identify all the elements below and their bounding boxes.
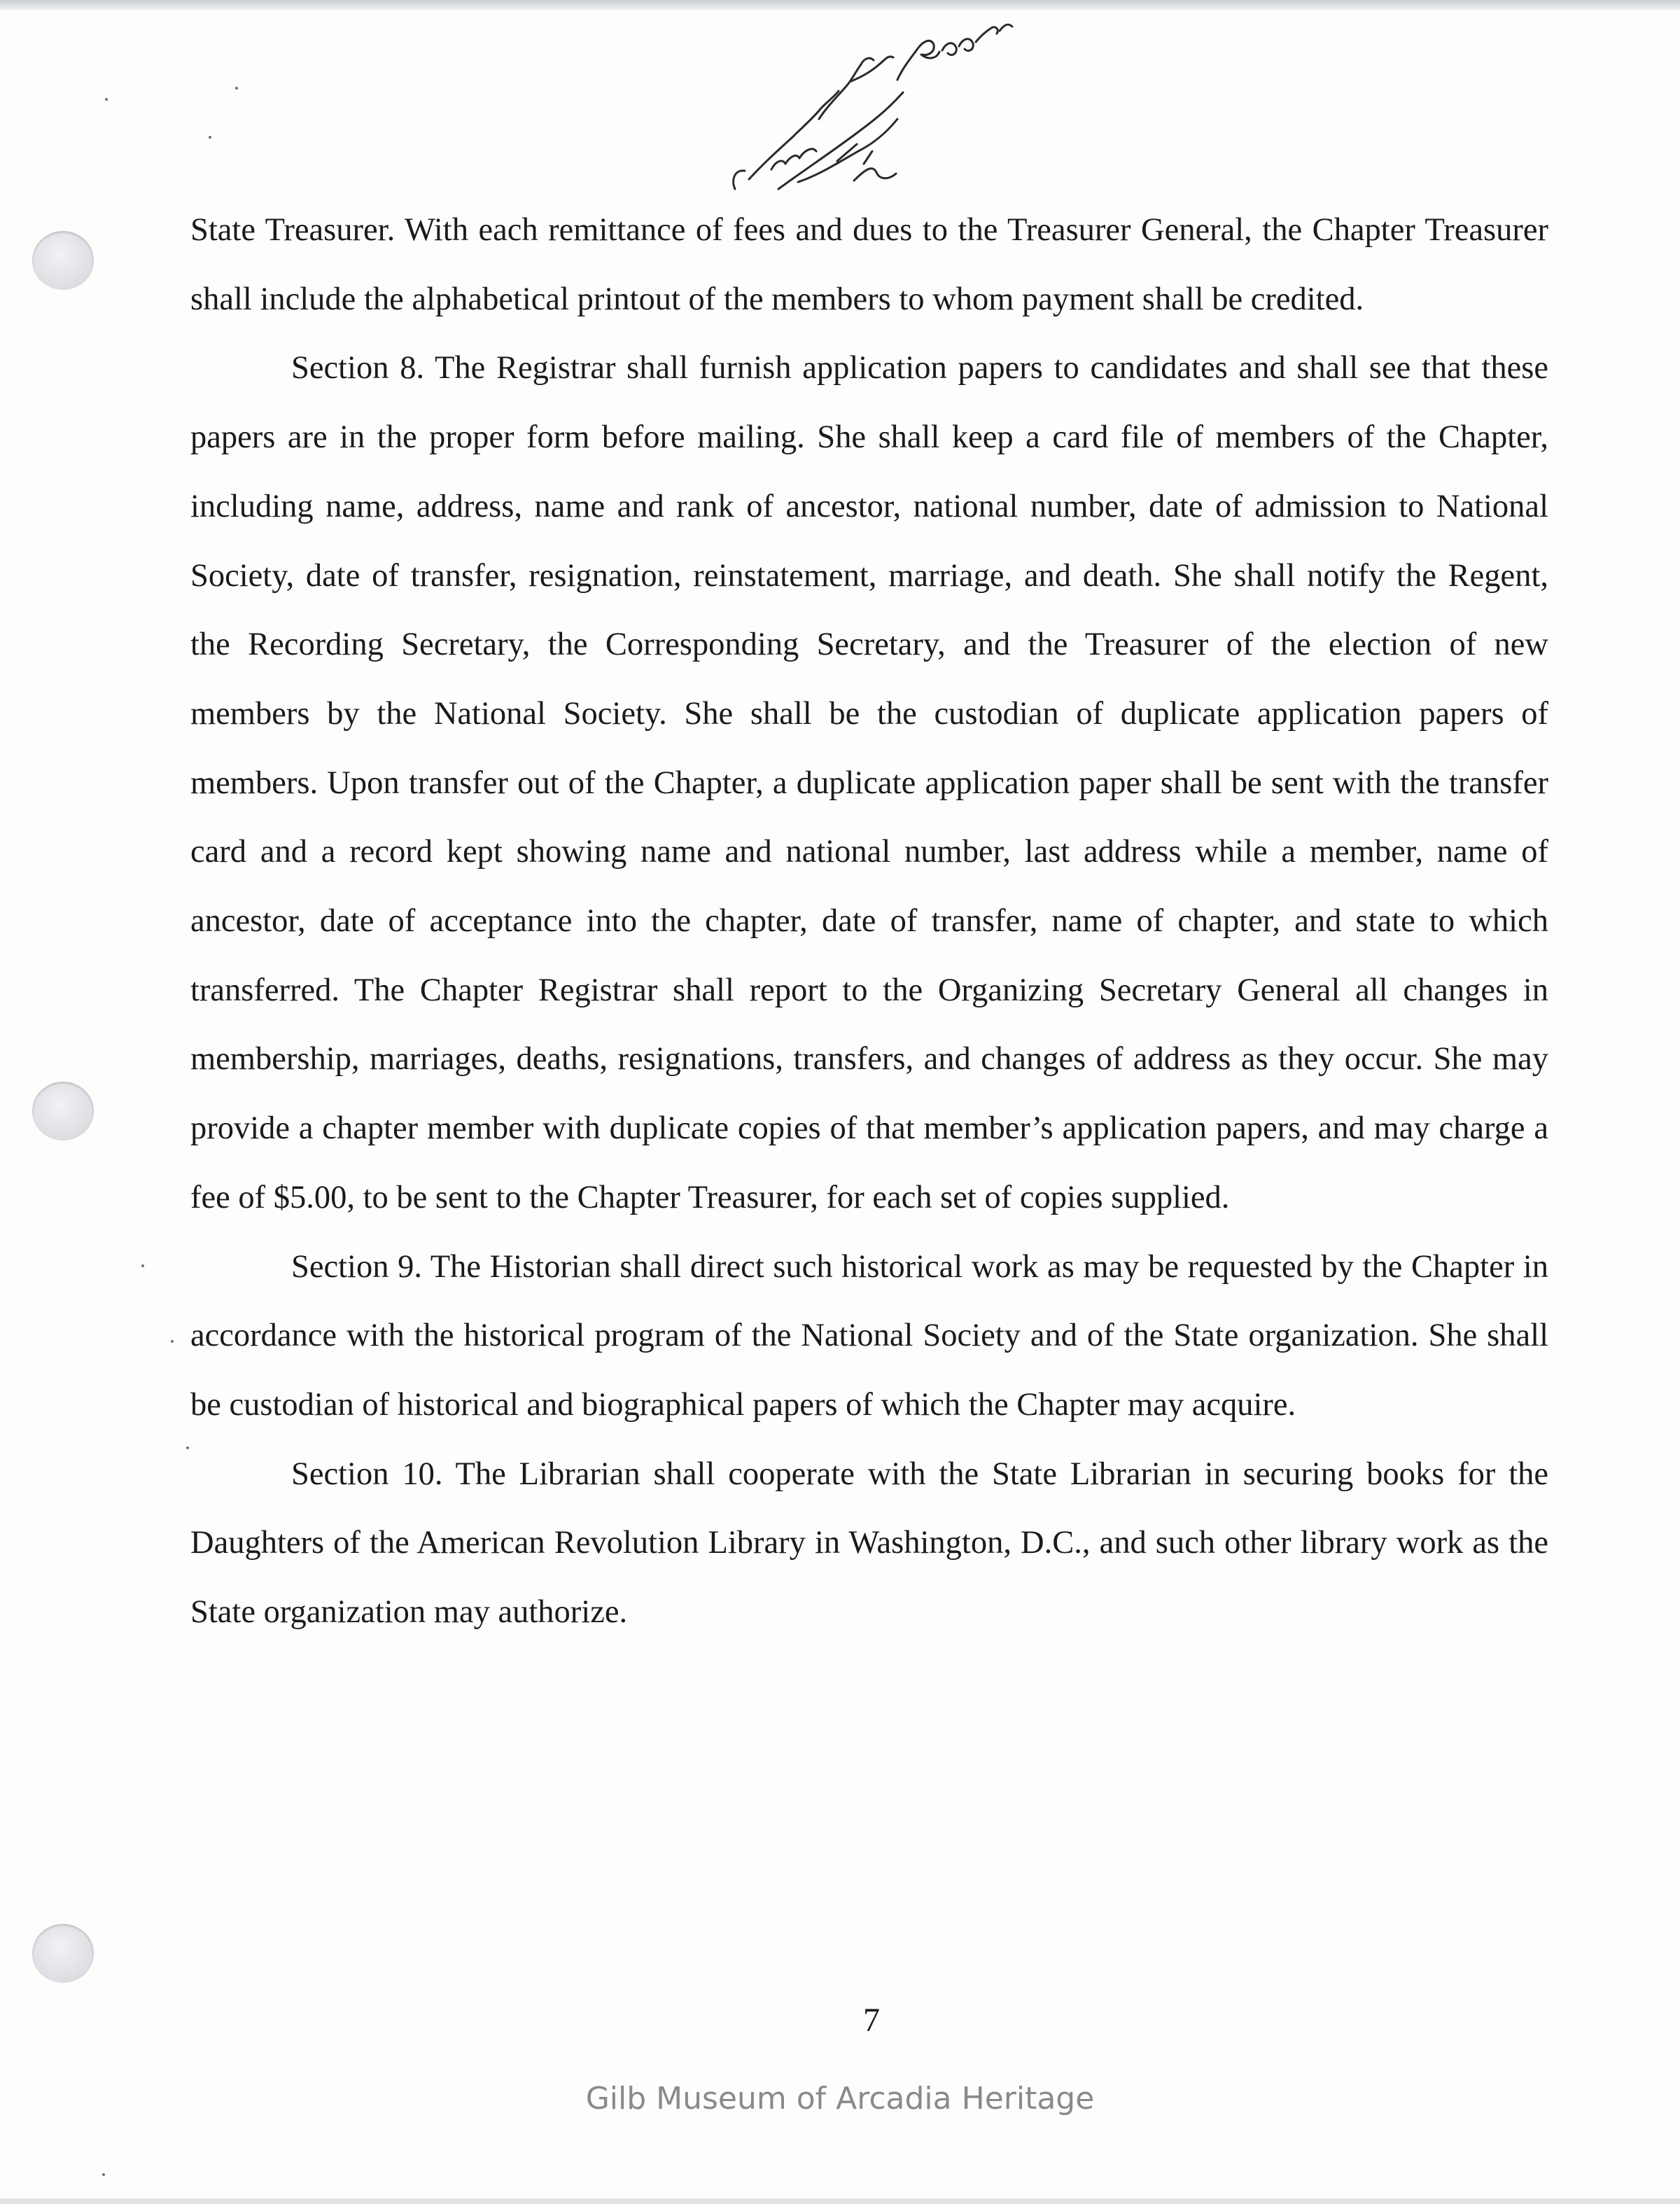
scan-speck [209, 136, 211, 139]
paragraph-section-9-historian: Section 9. The Historian shall direct such historical work as may be requested by the Chapter in accordance with the historical program of the National Society and of the State organization. She shall be custodian of historical and biographical papers of which the Chapter may acquire. [190, 1248, 1548, 1423]
scan-speck [171, 1340, 174, 1343]
paragraph-treasurer-continuation: State Treasurer. With each remittance of fees and dues to the Treasurer General, the Chapter Treasurer shall include the alphabetical printout of the members to whom payment shall be credited. [190, 212, 1548, 317]
scan-bottom-edge [0, 2198, 1680, 2204]
paragraph-section-8-registrar: Section 8. The Registrar shall furnish application papers to candidates and shall see that these papers are in the proper form before mailing. She shall keep a card file of members of the Chapter, including name, address, name and rank of ancestor, national number, date of admission to National Society, date of transfer, resignation, reinstatement, marriage, and death. She shall notify the Regent, the Recording Secretary, the Corresponding Secretary, and the Treasurer of the election of new members by the National Society. She shall be the custodian of duplicate application papers of members. Upon transfer out of the Chapter, a duplicate application paper shall be sent with the transfer card and a record kept showing name and national number, last address while a member, name of ancestor, date of acceptance into the chapter, date of transfer, name of chapter, and state to which transferred. The Chapter Registrar shall report to the Organizing Secretary General all changes in membership, marriages, deaths, resignations, transfers, and changes of address as they occur. She may provide a chapter member with duplicate copies of that member’s application papers, and may charge a fee of $5.00, to be sent to the Chapter Treasurer, for each set of copies supplied. [190, 350, 1548, 1215]
punch-hole-bottom [32, 1924, 94, 1983]
page-number: 7 [863, 2002, 880, 2039]
scan-top-edge [0, 0, 1680, 10]
paragraph-section-10-librarian: Section 10. The Librarian shall cooperate with the State Librarian in securing books for the Daughters of the American Revolution Library in Washington, D.C., and such other library work as the State organization may authorize. [190, 1456, 1548, 1631]
punch-hole-top [32, 231, 94, 290]
scan-speck [141, 1264, 144, 1267]
document-body [190, 196, 1548, 1647]
scan-speck [102, 2173, 105, 2176]
scan-speck [235, 87, 238, 90]
punch-hole-middle [32, 1082, 94, 1141]
scan-speck [105, 98, 108, 101]
scan-speck [186, 1446, 189, 1449]
handwritten-annotation-scrawl [714, 14, 1050, 203]
museum-watermark: Gilb Museum of Arcadia Heritage [585, 2081, 1095, 2116]
